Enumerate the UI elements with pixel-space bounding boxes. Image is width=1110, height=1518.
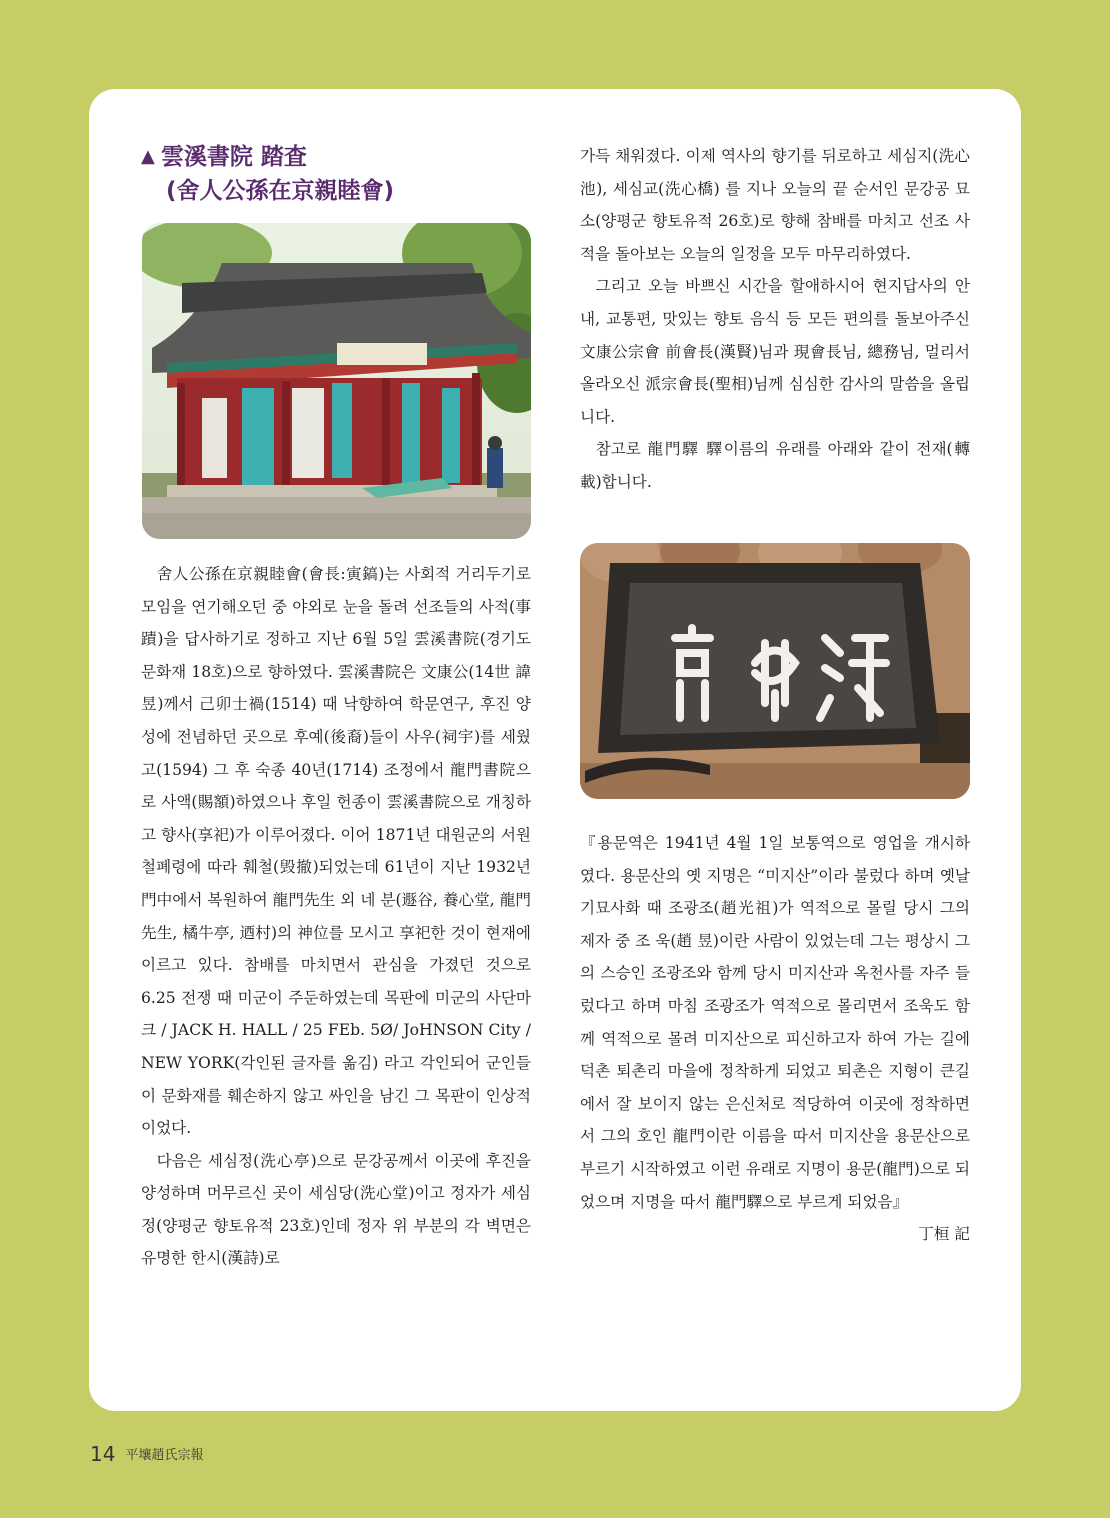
publication-name: 平壤趙氏宗報	[125, 1448, 204, 1463]
page-footer	[90, 1442, 203, 1466]
paragraph: 그리고 오늘 바쁘신 시간을 할애하시어 현지답사의 안내, 교통편, 맛있는 향토 음식 등 모든 편의를 돌보아주신 文康公宗會 前會長(漢賢)님과 現會長님, 總務님, 멀리서 올라오신 派宗會長(聖相)님께 심심한 감사의 말씀을 올립니다.	[580, 277, 970, 426]
title-line-1: 雲溪書院 踏査	[160, 144, 307, 170]
right-column-top	[580, 140, 970, 499]
page-number: 14	[90, 1442, 116, 1466]
paragraph: 가득 채워졌다. 이제 역사의 향기를 뒤로하고 세심지(洗心池), 세심교(洗心橋) 를 지나 오늘의 끝 순서인 문강공 묘소(양평군 향토유적 26호)로 향해 참배를 마치고 선조 사적을 돌아보는 오늘의 일정을 모두 마무리하였다.	[580, 147, 970, 263]
quote-paragraph: 『용문역은 1941년 4월 1일 보통역으로 영업을 개시하였다. 용문산의 옛 지명은 “미지산”이라 불렀다 하며 옛날 기묘사화 때 조광조(趙光祖)가 역적으로 몰릴 당시 그의 제자 중 조 욱(趙 昱)이란 사람이 있었는데 그는 평상시 그의 스승인 조광조와 함께 당시 미지산과 옥천사를 자주 들렀다고 하며 마침 조광조가 역적으로 몰리면서 조욱도 함께 역적으로 몰려 미지산으로 피신하고자 하여 가는 길에 덕촌 퇴촌리 마을에 정착하게 되었고 퇴촌은 지형이 큰길에서 잘 보이지 않는 은신처로 적당하여 이곳에 정착하면서 그의 호인 龍門이란 이름을 따서 미지산을 용문산으로 부르기 시작하였고 이런 유래로 지명이 용문(龍門)으로 되었으며 지명을 따서 龍門驛으로 부르게 되었음』	[580, 834, 970, 1211]
article-title	[141, 140, 531, 208]
author-signature: 丁桓 記	[918, 1225, 970, 1244]
paragraph: 참고로 龍門驛 驛이름의 유래를 아래와 같이 전재(轉載)합니다.	[580, 440, 970, 491]
wooden-signboard-photo	[580, 543, 970, 799]
right-body	[580, 827, 970, 1250]
paragraph: 다음은 세심정(洗心亭)으로 문강공께서 이곳에 후진을 양성하며 머무르신 곳이 세심당(洗心堂)이고 정자가 세심정(양평군 향토유적 23호)인데 정자 위 부분의 각 벽면은 유명한 한시(漢詩)로	[141, 1151, 531, 1268]
paragraph: 舍人公孫在京親睦會(會長:寅鎬)는 사회적 거리두기로 모임을 연기해오던 중 야외로 눈을 돌려 선조들의 사적(事蹟)을 답사하기로 정하고 지난 6월 5일 雲溪書院(경기도 문화재 18호)으로 향하였다. 雲溪書院은 文康公(14世 諱 昱)께서 己卯士禍(1514) 때 낙향하여 학문연구, 후진 양성에 전념하던 곳으로 후예(後裔)들이 사우(祠宇)를 세웠고(1594) 그 후 숙종 40년(1714) 조정에서 龍門書院으로 사액(賜額)하였으나 후일 헌종이 雲溪書院으로 개칭하고 향사(享祀)가 이루어졌다. 이어 1871년 대원군의 서원철폐령에 따라 훼철(毁撤)되었는데 61년이 지난 1932년 門中에서 복원하여 龍門先生 외 네 분(遯谷, 養心堂, 龍門先生, 橘牛亭, 迺村)의 神位를 모시고 享祀한 것이 현재에 이르고 있다. 참배를 마치면서 관심을 가졌던 것으로 6.25 전쟁 때 미군이 주둔하였는데 목판에 미군의 사단마크 / JACK H. HALL / 25 FEb. 5Ø/ JoHNSON City / NEW YORK(각인된 글자를 옮김) 라고 각인되어 군인들이 문화재를 훼손하지 않고 싸인을 남긴 그 목판이 인상적이었다.	[141, 565, 531, 1138]
triangle-marker-icon: ▲	[141, 146, 155, 167]
title-line-2: (舍人公孫在京親睦會)	[166, 178, 395, 204]
left-body	[141, 558, 531, 1275]
left-column	[141, 140, 531, 208]
seowon-building-photo	[142, 223, 531, 539]
